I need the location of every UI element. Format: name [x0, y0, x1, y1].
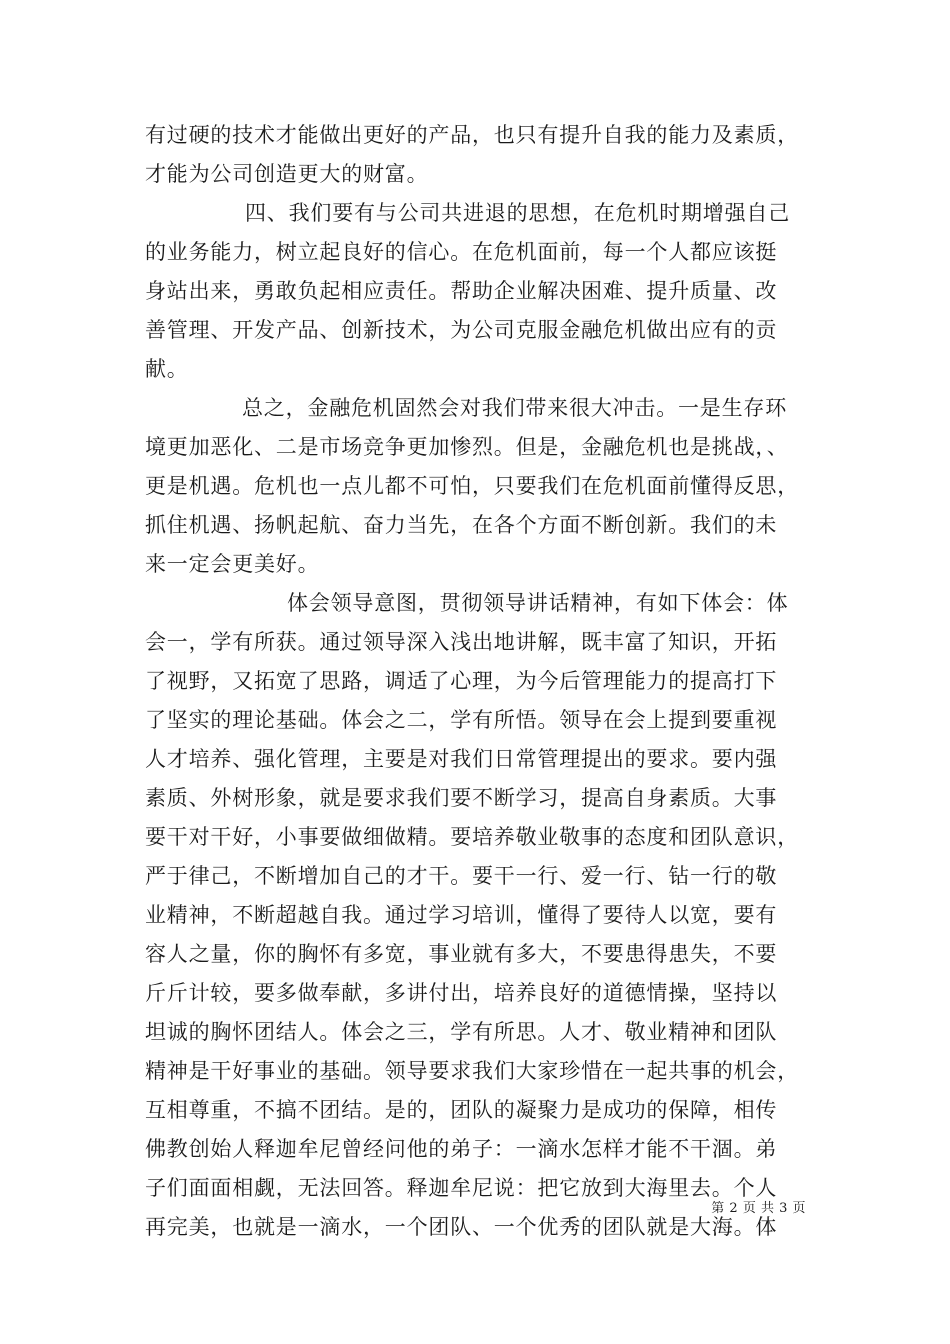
- text-line: 会一，学有所获。通过领导深入浅出地讲解，既丰富了知识，开拓: [145, 630, 778, 654]
- text-line: 才能为公司创造更大的财富。: [145, 162, 429, 186]
- text-line: 人才培养、强化管理，主要是对我们日常管理提出的要求。要内强: [145, 747, 778, 771]
- text-line: 更是机遇。危机也一点儿都不可怕，只要我们在危机面前懂得反思，: [145, 474, 799, 498]
- text-line: 的业务能力，树立起良好的信心。在危机面前，每一个人都应该挺: [145, 240, 778, 264]
- paragraph-start-line: 体会领导意图，贯彻领导讲话精神，有如下体会：体: [287, 591, 789, 615]
- page-number-footer: 第 2 页 共 3 页: [711, 1201, 806, 1216]
- text-line: 业精神，不断超越自我。通过学习培训，懂得了要待人以宽，要有: [145, 903, 778, 927]
- text-line: 斤斤计较，要多做奉献，多讲付出，培养良好的道德情操，坚持以: [145, 981, 778, 1005]
- text-line: 有过硬的技术才能做出更好的产品，也只有提升自我的能力及素质，: [145, 123, 799, 147]
- text-line: 互相尊重，不搞不团结。是的，团队的凝聚力是成功的保障，相传: [145, 1098, 778, 1122]
- text-line: 坦诚的胸怀团结人。体会之三，学有所思。人才、敬业精神和团队: [145, 1020, 778, 1044]
- text-line: 精神是干好事业的基础。领导要求我们大家珍惜在一起共事的机会，: [145, 1059, 799, 1083]
- text-line: 献。: [145, 357, 189, 381]
- text-line: 要干对干好，小事要做细做精。要培养敬业敬事的态度和团队意识，: [145, 825, 799, 849]
- text-line: 严于律己，不断增加自己的才干。要干一行、爱一行、钻一行的敬: [145, 864, 778, 888]
- text-line: 再完美，也就是一滴水，一个团队、一个优秀的团队就是大海。体: [145, 1215, 778, 1239]
- paragraph-start-line: 四、我们要有与公司共进退的思想，在危机时期增强自己: [245, 201, 790, 225]
- text-line: 子们面面相觑，无法回答。释迦牟尼说：把它放到大海里去。个人: [145, 1176, 778, 1200]
- paragraph-start-line: 总之，金融危机固然会对我们带来很大冲击。一是生存环: [242, 396, 787, 420]
- text-line: 素质、外树形象，就是要求我们要不断学习，提高自身素质。大事: [145, 786, 778, 810]
- text-line: 来一定会更美好。: [145, 552, 320, 576]
- text-line: 了坚实的理论基础。体会之二，学有所悟。领导在会上提到要重视: [145, 708, 778, 732]
- text-line: 抓住机遇、扬帆起航、奋力当先，在各个方面不断创新。我们的未: [145, 513, 778, 537]
- text-line: 身站出来，勇敢负起相应责任。帮助企业解决困难、提升质量、改: [145, 279, 778, 303]
- body-text: [145, 116, 815, 1247]
- text-line: 佛教创始人释迦牟尼曾经问他的弟子：一滴水怎样才能不干涸。弟: [145, 1137, 778, 1161]
- text-line: 容人之量，你的胸怀有多宽，事业就有多大，不要患得患失，不要: [145, 942, 778, 966]
- text-line: 境更加恶化、二是市场竞争更加惨烈。但是，金融危机也是挑战，、: [145, 435, 789, 459]
- text-line: 善管理、开发产品、创新技术，为公司克服金融危机做出应有的贡: [145, 318, 778, 342]
- text-line: 了视野，又拓宽了思路，调适了心理，为今后管理能力的提高打下: [145, 669, 778, 693]
